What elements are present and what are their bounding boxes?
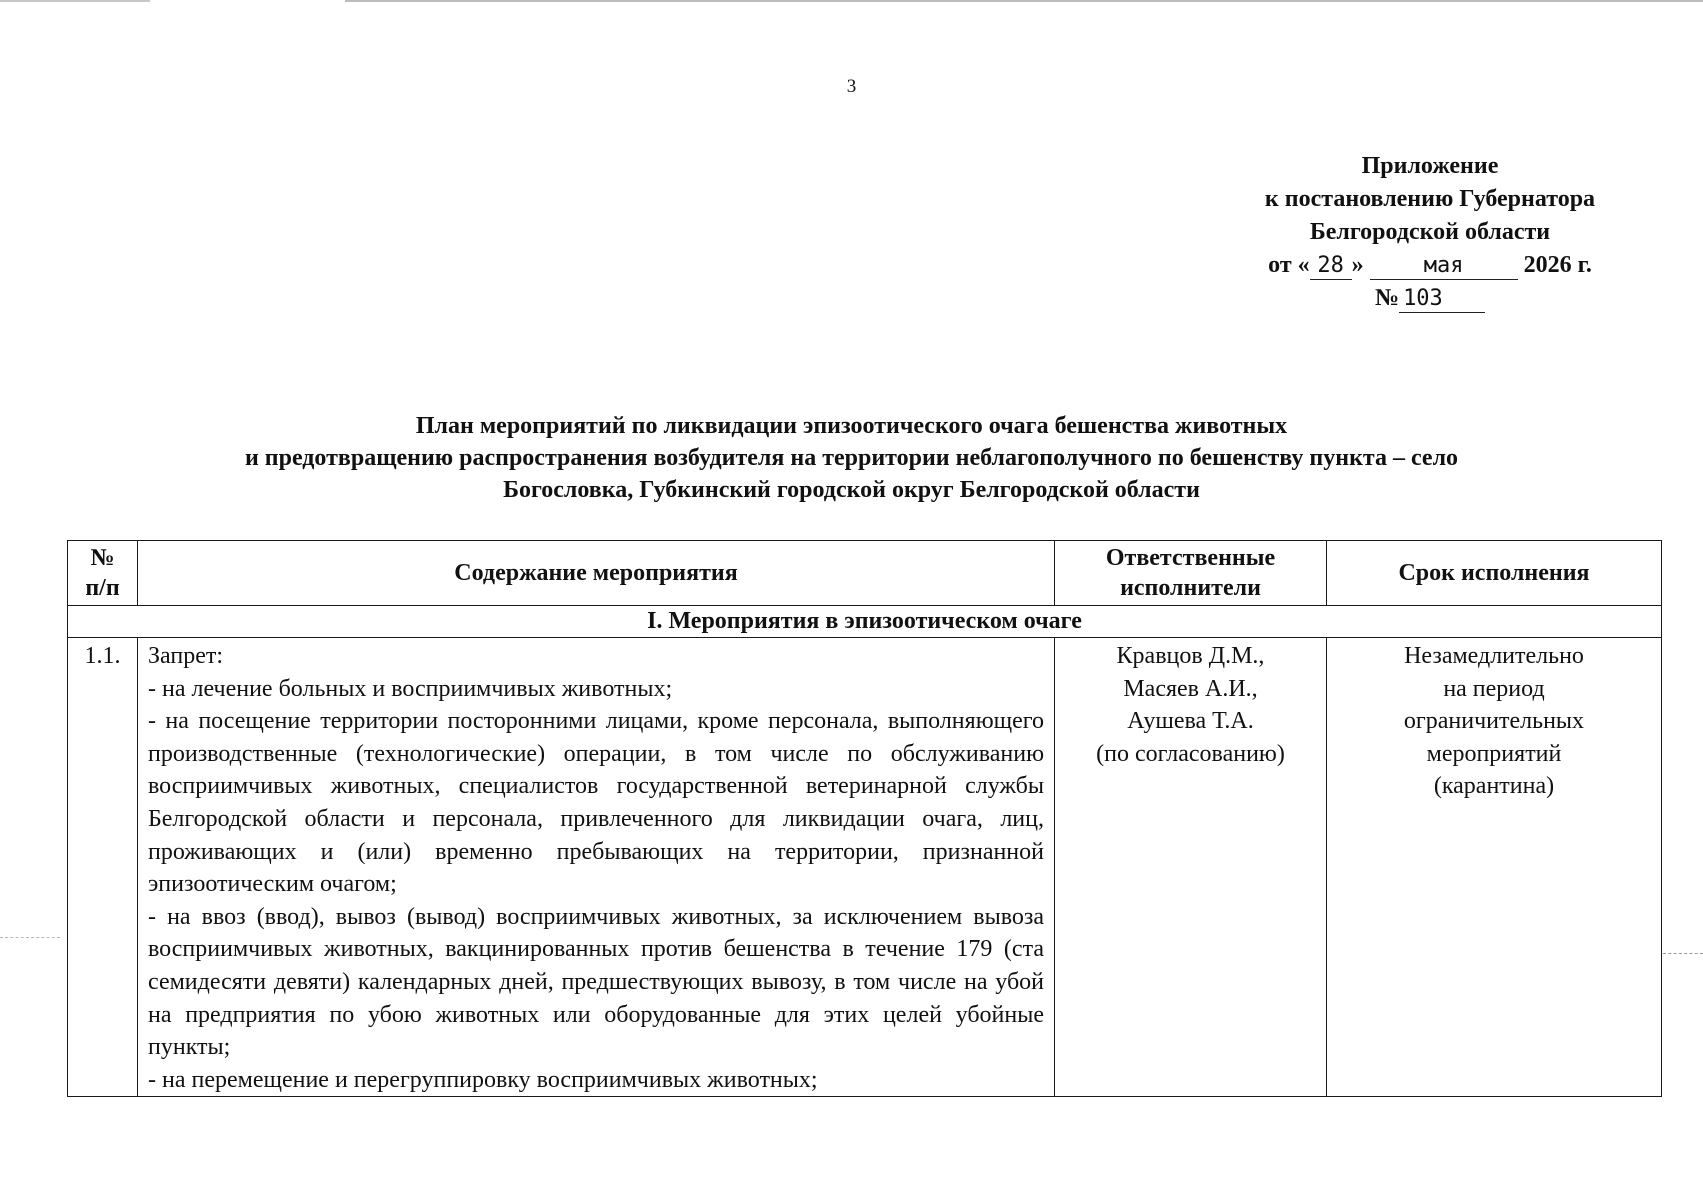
header-responsible [1055, 541, 1327, 606]
plan-title-line-1: План мероприятий по ликвидации эпизоотического очага бешенства животных [415, 413, 1288, 439]
plan-title-line-3: Богословка, Губкинский городской округ Белгородской области [503, 477, 1200, 503]
appendix-number [1225, 282, 1635, 315]
page-number: 3 [846, 76, 857, 97]
content-paragraph: - на перемещение и перегруппировку восприимчивых животных; [148, 1066, 818, 1093]
date-day-handwritten: 28 [1310, 253, 1352, 280]
plan-title-line-2: и предотвращению распространения возбудителя на территории неблагополучного по бешенству пункта – село [244, 445, 1459, 471]
date-month-handwritten: мая [1370, 253, 1518, 280]
content-paragraph: - на лечение больных и восприимчивых животных; [148, 675, 673, 702]
number-handwritten: 103 [1399, 286, 1485, 313]
header-term: Срок исполнения [1327, 541, 1662, 606]
header-content: Содержание мероприятия [138, 541, 1055, 606]
row-term [1327, 638, 1662, 1097]
appendix-block [1225, 150, 1635, 315]
date-prefix: от « [1268, 252, 1310, 278]
table-row [68, 638, 1662, 1097]
content-paragraph: - на посещение территории посторонними лицами, кроме персонала, выполняющего производственные (технологические) операции, в том числе по обслуживанию восприимчивых животных, специалистов государственной ветеринарной службы Белгородской области и персонала, привлеченного для ликвидации очага, лиц, проживающих и (или) временно пребывающих на территории, признанной эпизоотическим очагом; [148, 708, 1044, 898]
row-content [138, 638, 1055, 1097]
content-paragraph: - на ввоз (ввод), вывоз (вывод) восприимчивых животных, за исключением вывоза восприимчивых животных, вакцинированных против бешенства в течение 179 (ста семидесяти девяти) календарных дней, предшествующих вывозу, в том числе на убой на предприятия по убою животных или оборудованные для этих целей убойные пункты; [148, 903, 1044, 1061]
term-line: Незамедлительно [1404, 643, 1584, 669]
date-mid: » [1351, 252, 1364, 278]
term-line: мероприятий [1426, 740, 1562, 767]
number-prefix: № [1374, 285, 1400, 311]
section-title: I. Мероприятия в эпизоотическом очаге [68, 606, 1662, 638]
term-line: на период [1443, 675, 1545, 702]
scan-artifact-right [1663, 953, 1703, 954]
table-header-row [68, 541, 1662, 606]
row-responsible [1055, 638, 1327, 1097]
section-row [68, 606, 1662, 638]
plan-title [0, 410, 1703, 506]
appendix-region: Белгородской области [1309, 219, 1551, 245]
scan-artifact-left [0, 937, 60, 938]
responsible-line: Кравцов Д.М., [1116, 643, 1265, 669]
header-responsible-text: Ответственные исполнители [1105, 545, 1276, 601]
appendix-reference: к постановлению Губернатора [1264, 186, 1596, 212]
plan-table [67, 540, 1662, 1097]
header-number [68, 541, 138, 606]
scan-artifact-top [0, 0, 1703, 2]
appendix-date [1225, 249, 1635, 282]
responsible-line: (по согласованию) [1096, 740, 1285, 767]
appendix-title: Приложение [1361, 153, 1499, 179]
content-paragraph: Запрет: [148, 643, 224, 669]
header-number-text: № п/п [85, 545, 120, 601]
responsible-line: Масяев А.И., [1123, 675, 1258, 702]
row-number: 1.1. [68, 638, 138, 1097]
responsible-line: Аушева Т.А. [1127, 708, 1254, 735]
term-line: (карантина) [1433, 773, 1555, 800]
term-line: ограничительных [1403, 708, 1585, 735]
date-year: 2026 г. [1523, 252, 1592, 278]
